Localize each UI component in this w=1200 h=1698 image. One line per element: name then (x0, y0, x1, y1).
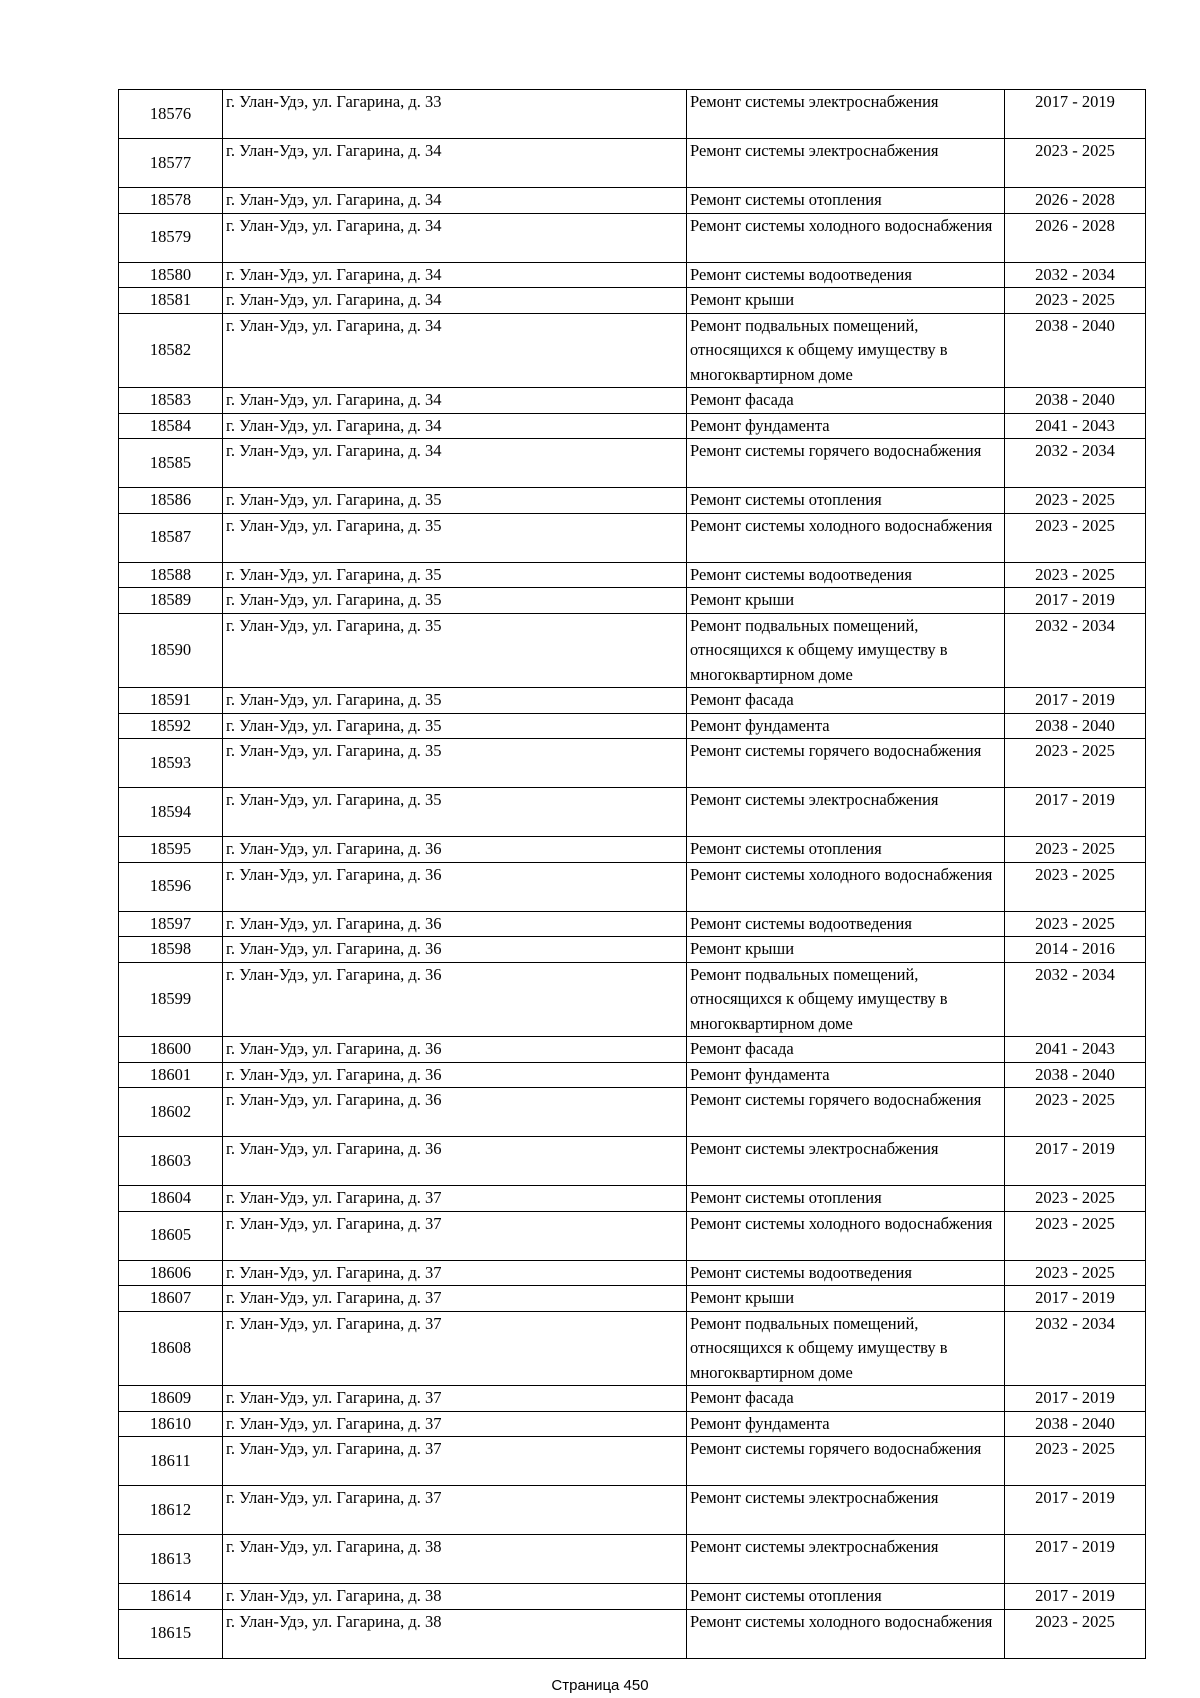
row-period: 2023 - 2025 (1005, 1186, 1146, 1212)
row-work-type: Ремонт системы холодного водоснабжения (687, 513, 1005, 562)
table-row (119, 262, 1146, 288)
row-address: г. Улан-Удэ, ул. Гагарина, д. 34 (223, 288, 687, 314)
repair-schedule-table (118, 89, 1146, 1659)
row-address: г. Улан-Удэ, ул. Гагарина, д. 36 (223, 862, 687, 911)
row-number: 18582 (119, 313, 223, 388)
row-address: г. Улан-Удэ, ул. Гагарина, д. 36 (223, 911, 687, 937)
row-number: 18596 (119, 862, 223, 911)
row-address: г. Улан-Удэ, ул. Гагарина, д. 38 (223, 1584, 687, 1610)
table-row (119, 139, 1146, 188)
row-number: 18576 (119, 90, 223, 139)
row-number: 18593 (119, 739, 223, 788)
table-row (119, 613, 1146, 688)
row-period: 2023 - 2025 (1005, 862, 1146, 911)
row-work-type: Ремонт системы холодного водоснабжения (687, 862, 1005, 911)
row-period: 2023 - 2025 (1005, 837, 1146, 863)
row-work-type: Ремонт фасада (687, 1037, 1005, 1063)
row-period: 2023 - 2025 (1005, 562, 1146, 588)
table-row (119, 1186, 1146, 1212)
row-work-type: Ремонт подвальных помещений, относящихся к общему имуществу в многоквартирном доме (687, 1311, 1005, 1386)
row-period: 2014 - 2016 (1005, 937, 1146, 963)
row-period: 2032 - 2034 (1005, 962, 1146, 1037)
table-row (119, 937, 1146, 963)
page-number: Страница 450 (551, 1677, 649, 1694)
row-period: 2017 - 2019 (1005, 1137, 1146, 1186)
row-period: 2017 - 2019 (1005, 688, 1146, 714)
row-period: 2032 - 2034 (1005, 613, 1146, 688)
row-period: 2017 - 2019 (1005, 588, 1146, 614)
row-work-type: Ремонт системы холодного водоснабжения (687, 1211, 1005, 1260)
row-period: 2017 - 2019 (1005, 90, 1146, 139)
row-number: 18577 (119, 139, 223, 188)
row-number: 18594 (119, 788, 223, 837)
row-period: 2038 - 2040 (1005, 1411, 1146, 1437)
row-address: г. Улан-Удэ, ул. Гагарина, д. 34 (223, 213, 687, 262)
row-address: г. Улан-Удэ, ул. Гагарина, д. 35 (223, 513, 687, 562)
row-number: 18599 (119, 962, 223, 1037)
row-number: 18583 (119, 388, 223, 414)
row-period: 2032 - 2034 (1005, 262, 1146, 288)
row-number: 18608 (119, 1311, 223, 1386)
row-number: 18591 (119, 688, 223, 714)
row-period: 2032 - 2034 (1005, 439, 1146, 488)
table-row (119, 1137, 1146, 1186)
row-work-type: Ремонт системы отопления (687, 1584, 1005, 1610)
row-number: 18609 (119, 1386, 223, 1412)
row-address: г. Улан-Удэ, ул. Гагарина, д. 35 (223, 788, 687, 837)
row-address: г. Улан-Удэ, ул. Гагарина, д. 37 (223, 1411, 687, 1437)
table-row (119, 213, 1146, 262)
row-period: 2023 - 2025 (1005, 1260, 1146, 1286)
row-period: 2026 - 2028 (1005, 213, 1146, 262)
row-number: 18589 (119, 588, 223, 614)
table-row (119, 588, 1146, 614)
row-number: 18580 (119, 262, 223, 288)
row-work-type: Ремонт системы электроснабжения (687, 1535, 1005, 1584)
row-period: 2017 - 2019 (1005, 1584, 1146, 1610)
table-row (119, 1386, 1146, 1412)
row-address: г. Улан-Удэ, ул. Гагарина, д. 35 (223, 713, 687, 739)
row-number: 18595 (119, 837, 223, 863)
row-work-type: Ремонт системы электроснабжения (687, 1137, 1005, 1186)
row-address: г. Улан-Удэ, ул. Гагарина, д. 34 (223, 262, 687, 288)
row-work-type: Ремонт системы отопления (687, 837, 1005, 863)
row-address: г. Улан-Удэ, ул. Гагарина, д. 37 (223, 1186, 687, 1212)
row-work-type: Ремонт крыши (687, 288, 1005, 314)
row-work-type: Ремонт крыши (687, 1286, 1005, 1312)
row-period: 2026 - 2028 (1005, 188, 1146, 214)
row-number: 18597 (119, 911, 223, 937)
row-work-type: Ремонт подвальных помещений, относящихся к общему имуществу в многоквартирном доме (687, 962, 1005, 1037)
row-work-type: Ремонт фундамента (687, 1062, 1005, 1088)
row-address: г. Улан-Удэ, ул. Гагарина, д. 33 (223, 90, 687, 139)
row-address: г. Улан-Удэ, ул. Гагарина, д. 36 (223, 1037, 687, 1063)
row-period: 2023 - 2025 (1005, 488, 1146, 514)
row-work-type: Ремонт системы водоотведения (687, 911, 1005, 937)
row-address: г. Улан-Удэ, ул. Гагарина, д. 34 (223, 439, 687, 488)
row-address: г. Улан-Удэ, ул. Гагарина, д. 37 (223, 1386, 687, 1412)
row-number: 18615 (119, 1609, 223, 1658)
row-work-type: Ремонт крыши (687, 588, 1005, 614)
row-work-type: Ремонт системы горячего водоснабжения (687, 439, 1005, 488)
row-address: г. Улан-Удэ, ул. Гагарина, д. 37 (223, 1260, 687, 1286)
row-address: г. Улан-Удэ, ул. Гагарина, д. 36 (223, 1137, 687, 1186)
row-address: г. Улан-Удэ, ул. Гагарина, д. 36 (223, 962, 687, 1037)
row-number: 18612 (119, 1486, 223, 1535)
row-number: 18588 (119, 562, 223, 588)
row-address: г. Улан-Удэ, ул. Гагарина, д. 37 (223, 1311, 687, 1386)
row-work-type: Ремонт системы электроснабжения (687, 90, 1005, 139)
row-number: 18581 (119, 288, 223, 314)
table-row (119, 1437, 1146, 1486)
table-row (119, 1037, 1146, 1063)
row-work-type: Ремонт системы отопления (687, 488, 1005, 514)
row-period: 2032 - 2034 (1005, 1311, 1146, 1386)
row-number: 18584 (119, 413, 223, 439)
row-period: 2023 - 2025 (1005, 911, 1146, 937)
row-number: 18579 (119, 213, 223, 262)
row-period: 2041 - 2043 (1005, 413, 1146, 439)
row-address: г. Улан-Удэ, ул. Гагарина, д. 35 (223, 562, 687, 588)
row-work-type: Ремонт крыши (687, 937, 1005, 963)
row-period: 2023 - 2025 (1005, 1088, 1146, 1137)
table-row (119, 1311, 1146, 1386)
row-number: 18585 (119, 439, 223, 488)
row-work-type: Ремонт фасада (687, 388, 1005, 414)
row-number: 18604 (119, 1186, 223, 1212)
table-row (119, 739, 1146, 788)
table-row (119, 188, 1146, 214)
row-period: 2023 - 2025 (1005, 139, 1146, 188)
table-row (119, 1486, 1146, 1535)
row-number: 18610 (119, 1411, 223, 1437)
table-row (119, 513, 1146, 562)
row-address: г. Улан-Удэ, ул. Гагарина, д. 37 (223, 1486, 687, 1535)
row-period: 2038 - 2040 (1005, 1062, 1146, 1088)
row-number: 18613 (119, 1535, 223, 1584)
table-row (119, 962, 1146, 1037)
row-address: г. Улан-Удэ, ул. Гагарина, д. 35 (223, 588, 687, 614)
row-address: г. Улан-Удэ, ул. Гагарина, д. 35 (223, 613, 687, 688)
row-work-type: Ремонт фундамента (687, 713, 1005, 739)
table-row (119, 388, 1146, 414)
row-period: 2038 - 2040 (1005, 313, 1146, 388)
row-number: 18592 (119, 713, 223, 739)
row-number: 18600 (119, 1037, 223, 1063)
row-address: г. Улан-Удэ, ул. Гагарина, д. 34 (223, 388, 687, 414)
row-period: 2023 - 2025 (1005, 1437, 1146, 1486)
row-period: 2041 - 2043 (1005, 1037, 1146, 1063)
row-number: 18605 (119, 1211, 223, 1260)
row-work-type: Ремонт подвальных помещений, относящихся к общему имуществу в многоквартирном доме (687, 613, 1005, 688)
table-row (119, 911, 1146, 937)
row-period: 2023 - 2025 (1005, 1609, 1146, 1658)
row-address: г. Улан-Удэ, ул. Гагарина, д. 34 (223, 188, 687, 214)
row-work-type: Ремонт системы отопления (687, 1186, 1005, 1212)
table-row (119, 90, 1146, 139)
row-period: 2017 - 2019 (1005, 1286, 1146, 1312)
row-address: г. Улан-Удэ, ул. Гагарина, д. 38 (223, 1535, 687, 1584)
row-number: 18607 (119, 1286, 223, 1312)
row-number: 18603 (119, 1137, 223, 1186)
row-number: 18606 (119, 1260, 223, 1286)
row-work-type: Ремонт системы электроснабжения (687, 1486, 1005, 1535)
row-number: 18602 (119, 1088, 223, 1137)
table-row (119, 288, 1146, 314)
row-work-type: Ремонт фасада (687, 688, 1005, 714)
row-address: г. Улан-Удэ, ул. Гагарина, д. 34 (223, 413, 687, 439)
row-number: 18598 (119, 937, 223, 963)
row-work-type: Ремонт системы водоотведения (687, 562, 1005, 588)
table-row (119, 1535, 1146, 1584)
row-work-type: Ремонт системы горячего водоснабжения (687, 1088, 1005, 1137)
row-work-type: Ремонт системы горячего водоснабжения (687, 739, 1005, 788)
table-row (119, 1062, 1146, 1088)
row-address: г. Улан-Удэ, ул. Гагарина, д. 35 (223, 688, 687, 714)
row-period: 2017 - 2019 (1005, 1486, 1146, 1535)
row-work-type: Ремонт системы холодного водоснабжения (687, 213, 1005, 262)
row-address: г. Улан-Удэ, ул. Гагарина, д. 36 (223, 1088, 687, 1137)
table-row (119, 1584, 1146, 1610)
row-period: 2038 - 2040 (1005, 713, 1146, 739)
row-work-type: Ремонт системы водоотведения (687, 262, 1005, 288)
table-row (119, 862, 1146, 911)
row-address: г. Улан-Удэ, ул. Гагарина, д. 36 (223, 1062, 687, 1088)
row-period: 2023 - 2025 (1005, 288, 1146, 314)
table-row (119, 1260, 1146, 1286)
table-row (119, 713, 1146, 739)
row-period: 2017 - 2019 (1005, 788, 1146, 837)
table-row (119, 837, 1146, 863)
row-work-type: Ремонт системы электроснабжения (687, 788, 1005, 837)
row-address: г. Улан-Удэ, ул. Гагарина, д. 34 (223, 139, 687, 188)
row-address: г. Улан-Удэ, ул. Гагарина, д. 35 (223, 488, 687, 514)
row-work-type: Ремонт системы холодного водоснабжения (687, 1609, 1005, 1658)
row-address: г. Улан-Удэ, ул. Гагарина, д. 34 (223, 313, 687, 388)
table-row (119, 788, 1146, 837)
row-number: 18611 (119, 1437, 223, 1486)
table-row (119, 562, 1146, 588)
row-address: г. Улан-Удэ, ул. Гагарина, д. 35 (223, 739, 687, 788)
row-number: 18578 (119, 188, 223, 214)
table-row (119, 439, 1146, 488)
row-number: 18614 (119, 1584, 223, 1610)
table-row (119, 688, 1146, 714)
table-row (119, 488, 1146, 514)
row-address: г. Улан-Удэ, ул. Гагарина, д. 36 (223, 937, 687, 963)
row-period: 2023 - 2025 (1005, 513, 1146, 562)
row-period: 2023 - 2025 (1005, 1211, 1146, 1260)
row-address: г. Улан-Удэ, ул. Гагарина, д. 37 (223, 1437, 687, 1486)
row-period: 2017 - 2019 (1005, 1386, 1146, 1412)
row-number: 18601 (119, 1062, 223, 1088)
table-row (119, 1286, 1146, 1312)
row-work-type: Ремонт подвальных помещений, относящихся к общему имуществу в многоквартирном доме (687, 313, 1005, 388)
row-period: 2038 - 2040 (1005, 388, 1146, 414)
table-row (119, 1411, 1146, 1437)
row-work-type: Ремонт системы водоотведения (687, 1260, 1005, 1286)
table-row (119, 413, 1146, 439)
row-number: 18586 (119, 488, 223, 514)
row-address: г. Улан-Удэ, ул. Гагарина, д. 37 (223, 1211, 687, 1260)
row-address: г. Улан-Удэ, ул. Гагарина, д. 37 (223, 1286, 687, 1312)
row-work-type: Ремонт системы электроснабжения (687, 139, 1005, 188)
row-work-type: Ремонт системы отопления (687, 188, 1005, 214)
row-period: 2017 - 2019 (1005, 1535, 1146, 1584)
row-period: 2023 - 2025 (1005, 739, 1146, 788)
row-work-type: Ремонт фундамента (687, 1411, 1005, 1437)
row-work-type: Ремонт фундамента (687, 413, 1005, 439)
table-row (119, 313, 1146, 388)
table-row (119, 1211, 1146, 1260)
row-work-type: Ремонт системы горячего водоснабжения (687, 1437, 1005, 1486)
table-row (119, 1609, 1146, 1658)
row-number: 18587 (119, 513, 223, 562)
table-body (119, 90, 1146, 1659)
table-row (119, 1088, 1146, 1137)
row-address: г. Улан-Удэ, ул. Гагарина, д. 36 (223, 837, 687, 863)
row-number: 18590 (119, 613, 223, 688)
row-work-type: Ремонт фасада (687, 1386, 1005, 1412)
row-address: г. Улан-Удэ, ул. Гагарина, д. 38 (223, 1609, 687, 1658)
